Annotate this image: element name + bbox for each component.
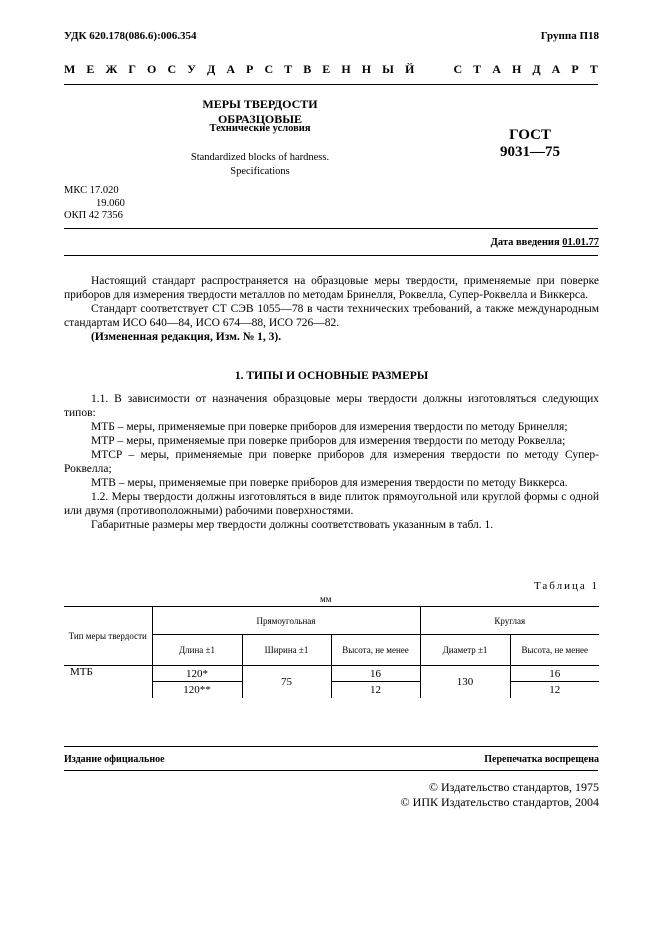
banner-letter: Е xyxy=(322,62,331,76)
table-caption: Таблица 1 xyxy=(533,580,599,592)
table-cell-width: 75 xyxy=(242,666,331,698)
type-mtr: МТР – меры, применяемые при поверке приборов для измерения твердости по методу Роквелла; xyxy=(91,435,566,447)
table-cell-height2-1: 16 xyxy=(510,666,599,682)
header-length: Длина ±1 xyxy=(152,635,242,666)
date-rule xyxy=(64,255,598,256)
banner-letter: Т xyxy=(473,62,482,76)
table-cell-height-2: 12 xyxy=(331,682,420,698)
header-width: Ширина ±1 xyxy=(242,635,331,666)
intro-paragraph-scope: Настоящий стандарт распространяется на образцовые меры твердости, применяемые при поверке приборов для измерения твердости металлов по методам Бринелля, Роквелла, Супер-Роквелла и Виккерса. xyxy=(64,275,599,301)
banner-letter: Н xyxy=(361,62,372,76)
copyright xyxy=(401,780,599,810)
english-title-line-1: Standardized blocks of hardness. xyxy=(190,152,330,163)
footer-rule-2 xyxy=(64,770,598,771)
copyright-2004: © ИПК Издательство стандартов, 2004 xyxy=(400,795,599,809)
banner-letter: С xyxy=(264,62,274,76)
dimensions-table xyxy=(64,606,599,698)
table-cell-length-1: 120* xyxy=(152,666,242,682)
gost-code: 9031—75 xyxy=(500,144,560,160)
effective-date xyxy=(491,237,599,248)
header-rule xyxy=(64,84,598,85)
gost-number xyxy=(480,127,580,161)
effective-date-value: 01.01.77 xyxy=(562,237,599,248)
english-title xyxy=(160,151,360,179)
table-unit: мм xyxy=(320,594,332,604)
banner-letter: О xyxy=(147,62,157,76)
banner-letter: А xyxy=(226,62,235,76)
table-cell-height-1: 16 xyxy=(331,666,420,682)
intro-paragraph-revision: (Измененная редакция, Изм. № 1, 3). xyxy=(91,331,282,343)
group-code: Группа П18 xyxy=(540,30,599,42)
type-mtb: МТБ – меры, применяемые при поверке приборов для измерения твердости по методу Бринелля; xyxy=(91,421,568,433)
official-edition: Издание официальное xyxy=(64,754,165,765)
gost-label: ГОСТ xyxy=(509,127,551,143)
english-title-line-2: Specifications xyxy=(230,166,290,177)
header-type: Тип меры твердости xyxy=(64,607,152,666)
reprint-notice: Перепечатка воспрещена xyxy=(484,754,599,765)
header-height-rect: Высота, не менее xyxy=(331,635,420,666)
banner-letter: Е xyxy=(86,62,95,76)
banner-letter: Ы xyxy=(382,62,394,76)
banner-letter: У xyxy=(187,62,196,76)
footer-rule xyxy=(64,746,598,747)
table-cell-length-2: 120** xyxy=(152,682,242,698)
banner-letter: А xyxy=(492,62,501,76)
type-mtsr: МТСР – меры, применяемые при поверке приборов для измерения твердости по методу Супер-Роквелла; xyxy=(64,449,599,475)
banner-letter: Д xyxy=(532,62,541,76)
banner-letter: Д xyxy=(207,62,216,76)
state-standard-banner xyxy=(64,62,598,77)
clause-1-1: 1.1. В зависимости от назначения образцовые меры твердости должны изготовляться следующих типов: xyxy=(64,393,599,419)
clause-1-2-dimensions: Габаритные размеры мер твердости должны соответствовать указанным в табл. 1. xyxy=(91,519,494,531)
banner-letter: Н xyxy=(341,62,351,76)
section-1-text xyxy=(64,392,599,532)
mks-code-2: 19.060 xyxy=(96,197,125,209)
meta-rule xyxy=(64,228,598,229)
intro-paragraph-compliance: Стандарт соответствует СТ СЭВ 1055—78 в части технических требований, а также международным стандартам ИСО 640—84, ИСО 674—88, ИСО 726—82. xyxy=(64,303,599,329)
banner-letter: Р xyxy=(571,62,579,76)
header-height-round: Высота, не менее xyxy=(521,645,589,655)
banner-letter: Н xyxy=(511,62,522,76)
effective-date-label: Дата введения xyxy=(490,237,560,248)
header-round: Круглая xyxy=(420,607,599,635)
header-diameter: Диаметр ±1 xyxy=(420,635,510,666)
intro-text xyxy=(64,274,599,344)
table-cell-type: МТБ xyxy=(64,666,152,698)
banner-letter: А xyxy=(551,62,561,76)
doc-subtitle: Технические условия xyxy=(209,123,311,134)
table-cell-diameter: 130 xyxy=(420,666,510,698)
banner-letter: С xyxy=(453,62,463,76)
section-1-heading: 1. ТИПЫ И ОСНОВНЫЕ РАЗМЕРЫ xyxy=(234,370,429,382)
banner-letter: Р xyxy=(246,62,254,76)
mks-code-1: МКС 17.020 xyxy=(64,185,119,196)
banner-letter: В xyxy=(303,62,312,76)
banner-letter: Т xyxy=(284,62,293,76)
banner-letter: С xyxy=(167,62,177,76)
okp-code: ОКП 42 7356 xyxy=(64,210,123,221)
banner-letter: Й xyxy=(404,62,415,76)
doc-title: МЕРЫ ТВЕРДОСТИ ОБРАЗЦОВЫЕ xyxy=(202,97,318,126)
type-mtv: МТВ – меры, применяемые при поверке приборов для измерения твердости по методу Виккерса. xyxy=(91,477,568,489)
table-cell-height2-2: 12 xyxy=(549,683,561,696)
banner-letter xyxy=(425,62,428,77)
banner-letter xyxy=(439,62,442,77)
copyright-1975: © Издательство стандартов, 1975 xyxy=(428,780,599,794)
banner-letter: Т xyxy=(589,62,598,76)
classification-codes xyxy=(64,185,125,223)
banner-letter: М xyxy=(64,62,76,76)
clause-1-2: 1.2. Меры твердости должны изготовляться в виде плиток прямоугольной или круглой формы с одной или двумя (противоположными) рабочими поверхностями. xyxy=(64,491,599,517)
udc-code: УДК 620.178(086.6):006.354 xyxy=(64,30,197,42)
banner-letter: Г xyxy=(128,62,136,76)
banner-letter: Ж xyxy=(105,62,118,76)
header-rectangular: Прямоугольная xyxy=(152,607,420,635)
